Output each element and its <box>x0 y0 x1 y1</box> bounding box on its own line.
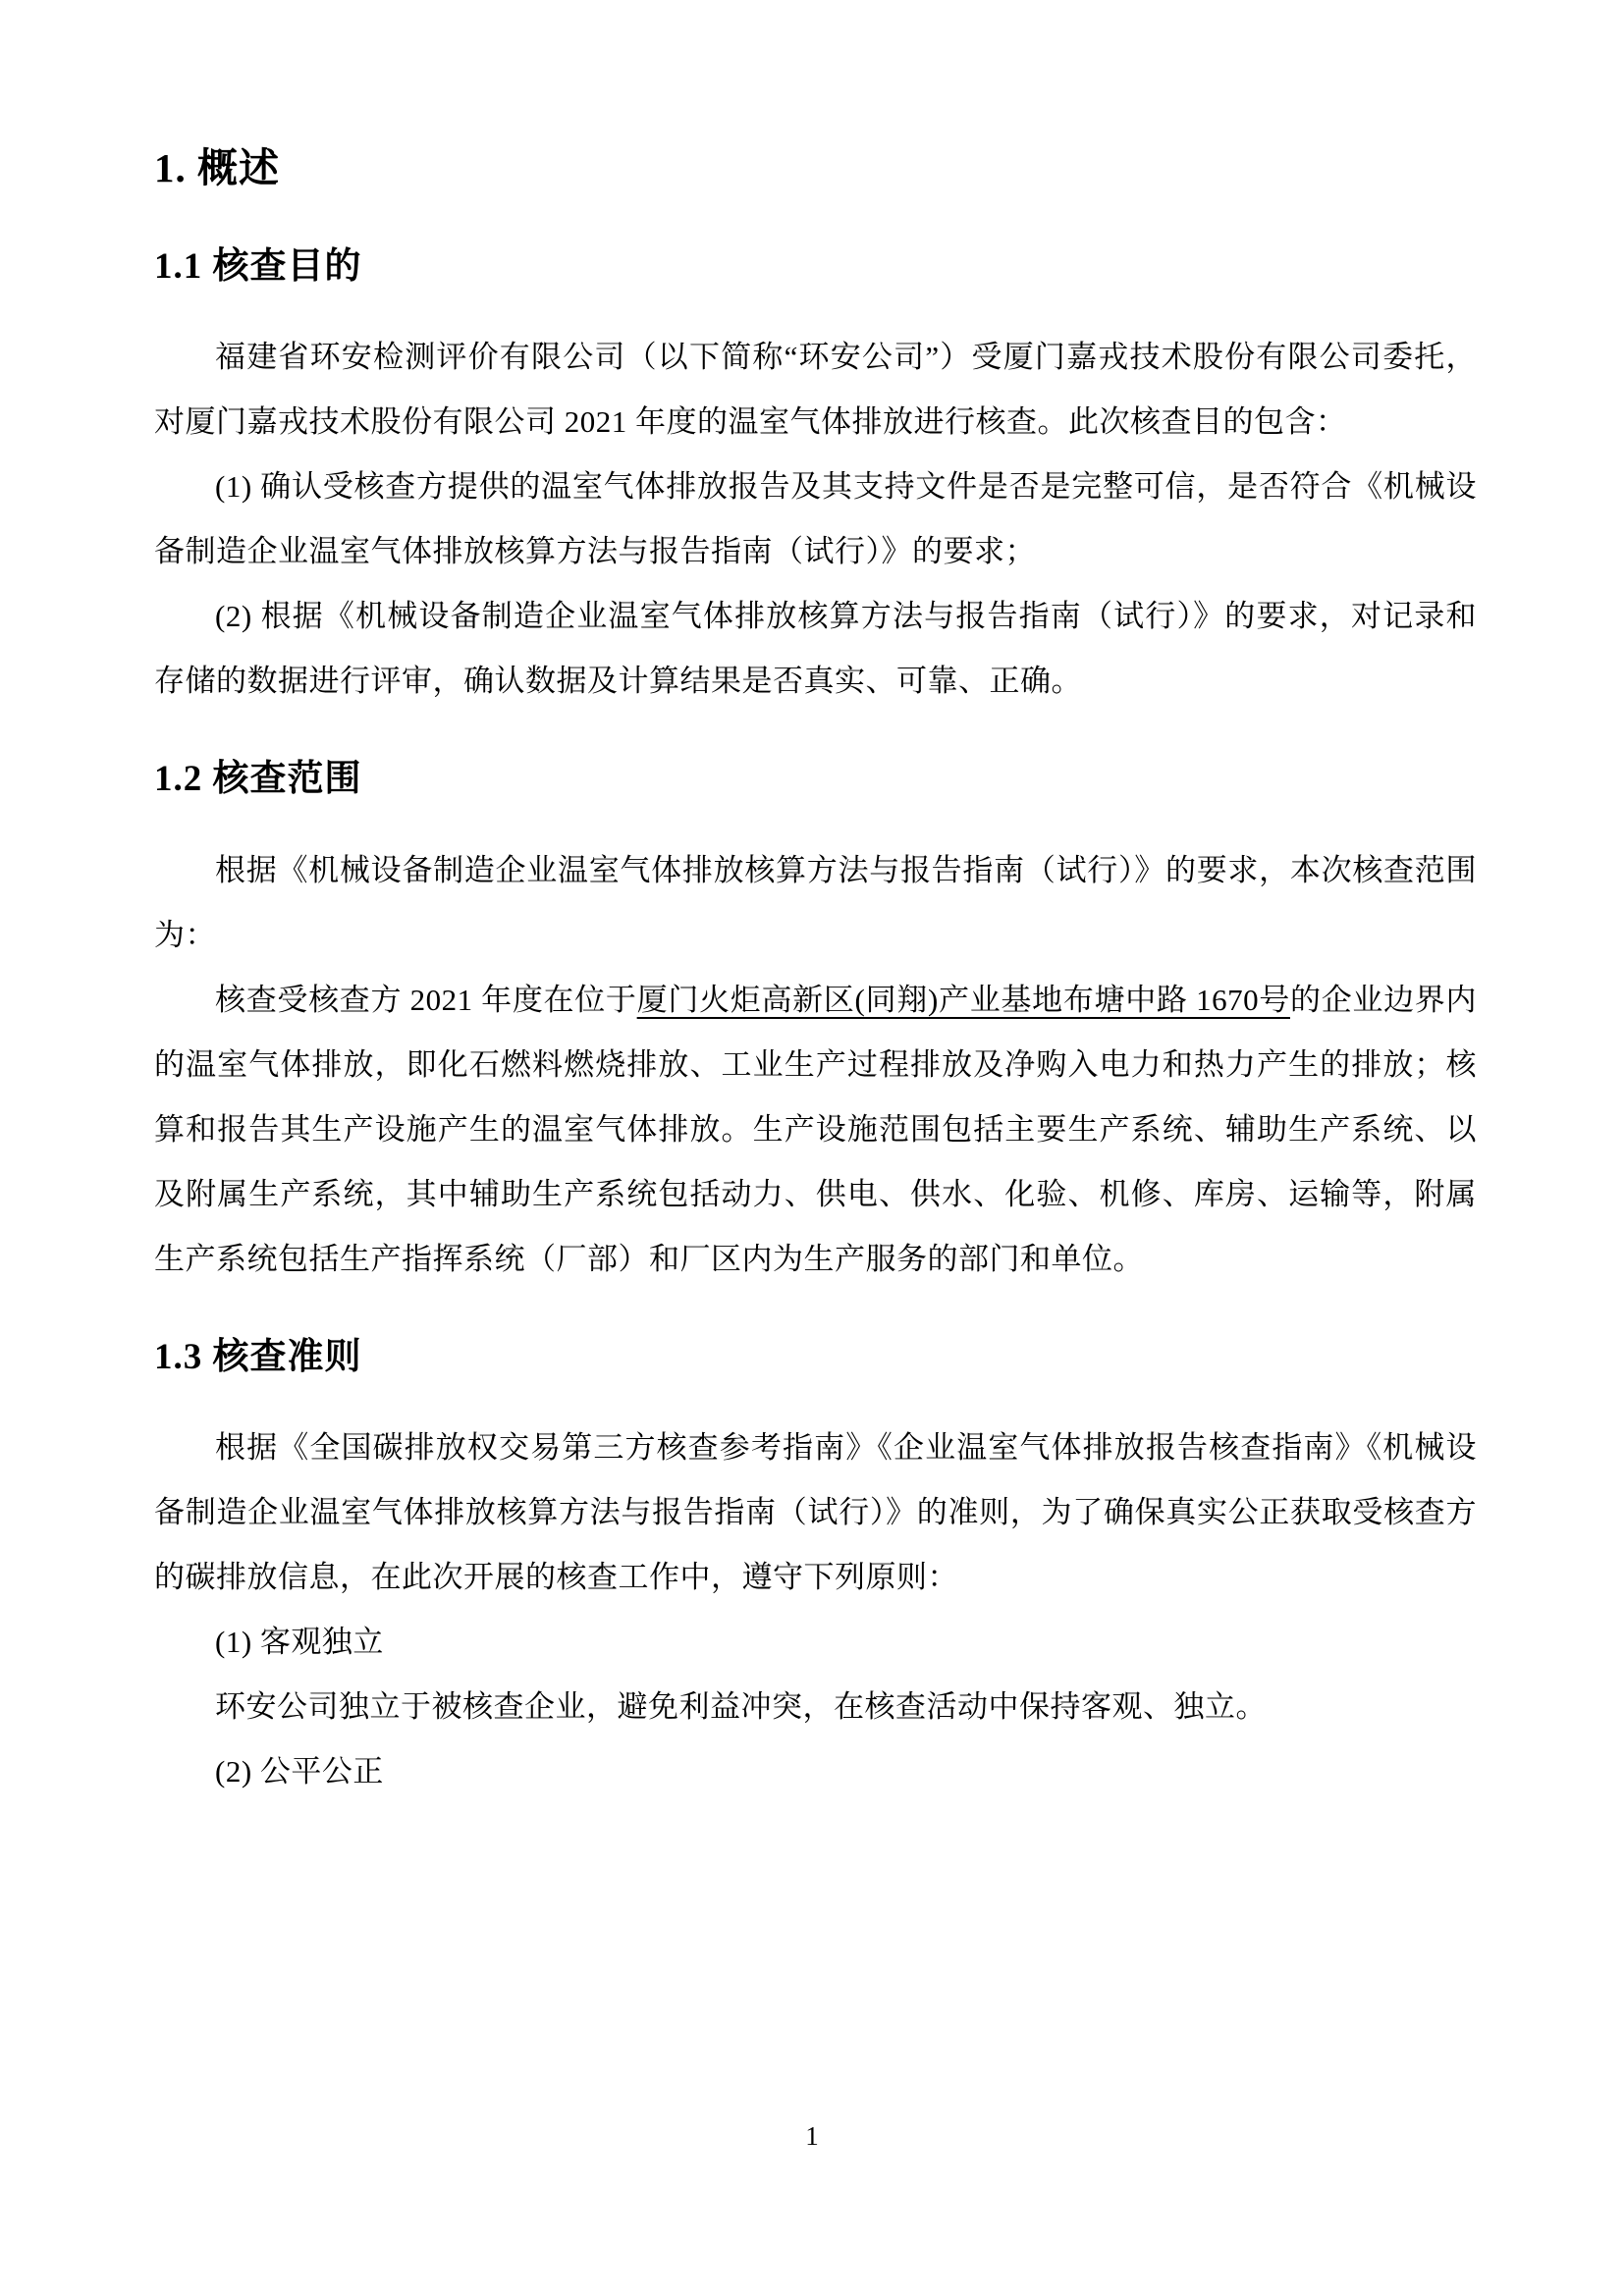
chapter-title: 1. 概述 <box>154 145 280 190</box>
paragraph-principle-2-title: (2) 公平公正 <box>215 1753 384 1789</box>
paragraph-scope-intro: 根据《机械设备制造企业温室气体排放核算方法与报告指南（试行）》的要求，本次核查范围为： <box>154 852 1477 952</box>
paragraph-scope-detail <box>154 968 1477 1292</box>
document-content <box>154 145 1477 1804</box>
facility-address-underlined: 厦门火炬高新区(同翔)产业基地布塘中路 1670号 <box>636 982 1290 1017</box>
page-number: 1 <box>805 2121 819 2151</box>
paragraph-criteria-intro: 根据《全国碳排放权交易第三方核查参考指南》《企业温室气体排放报告核查指南》《机械设备制造企业温室气体排放核算方法与报告指南（试行）》的准则，为了确保真实公正获取受核查方的碳排放信息，在此次开展的核查工作中，遵守下列原则： <box>154 1429 1477 1594</box>
scope-text-before-address: 核查受核查方 2021 年度在位于 <box>215 982 637 1017</box>
section-heading-verification-criteria: 1.3 核查准则 <box>154 1336 362 1377</box>
section-heading-verification-purpose: 1.1 核查目的 <box>154 246 362 288</box>
paragraph-principle-1-title: (1) 客观独立 <box>215 1624 384 1659</box>
paragraph-commission-statement: 福建省环安检测评价有限公司（以下简称“环安公司”）受厦门嘉戎技术股份有限公司委托，对厦门嘉戎技术股份有限公司 2021 年度的温室气体排放进行核查。此次核查目的包含： <box>154 340 1477 440</box>
paragraph-purpose-item-1: (1) 确认受核查方提供的温室气体排放报告及其支持文件是否是完整可信，是否符合《机械设备制造企业温室气体排放核算方法与报告指南（试行）》的要求； <box>154 469 1477 569</box>
paragraph-purpose-item-2: (2) 根据《机械设备制造企业温室气体排放核算方法与报告指南（试行）》的要求，对记录和存储的数据进行评审，确认数据及计算结果是否真实、可靠、正确。 <box>154 599 1477 699</box>
section-heading-verification-scope: 1.2 核查范围 <box>154 759 362 800</box>
paragraph-principle-1-detail: 环安公司独立于被核查企业，避免利益冲突，在核查活动中保持客观、独立。 <box>215 1688 1267 1724</box>
scope-text-after-address: 的企业边界内的温室气体排放，即化石燃料燃烧排放、工业生产过程排放及净购入电力和热力产生的排放；核算和报告其生产设施产生的温室气体排放。生产设施范围包括主要生产系统、辅助生产系统、以及附属生产系统，其中辅助生产系统包括动力、供电、供水、化验、机修、库房、运输等，附属生产系统包括生产指挥系统（厂部）和厂区内为生产服务的部门和单位。 <box>154 982 1478 1276</box>
